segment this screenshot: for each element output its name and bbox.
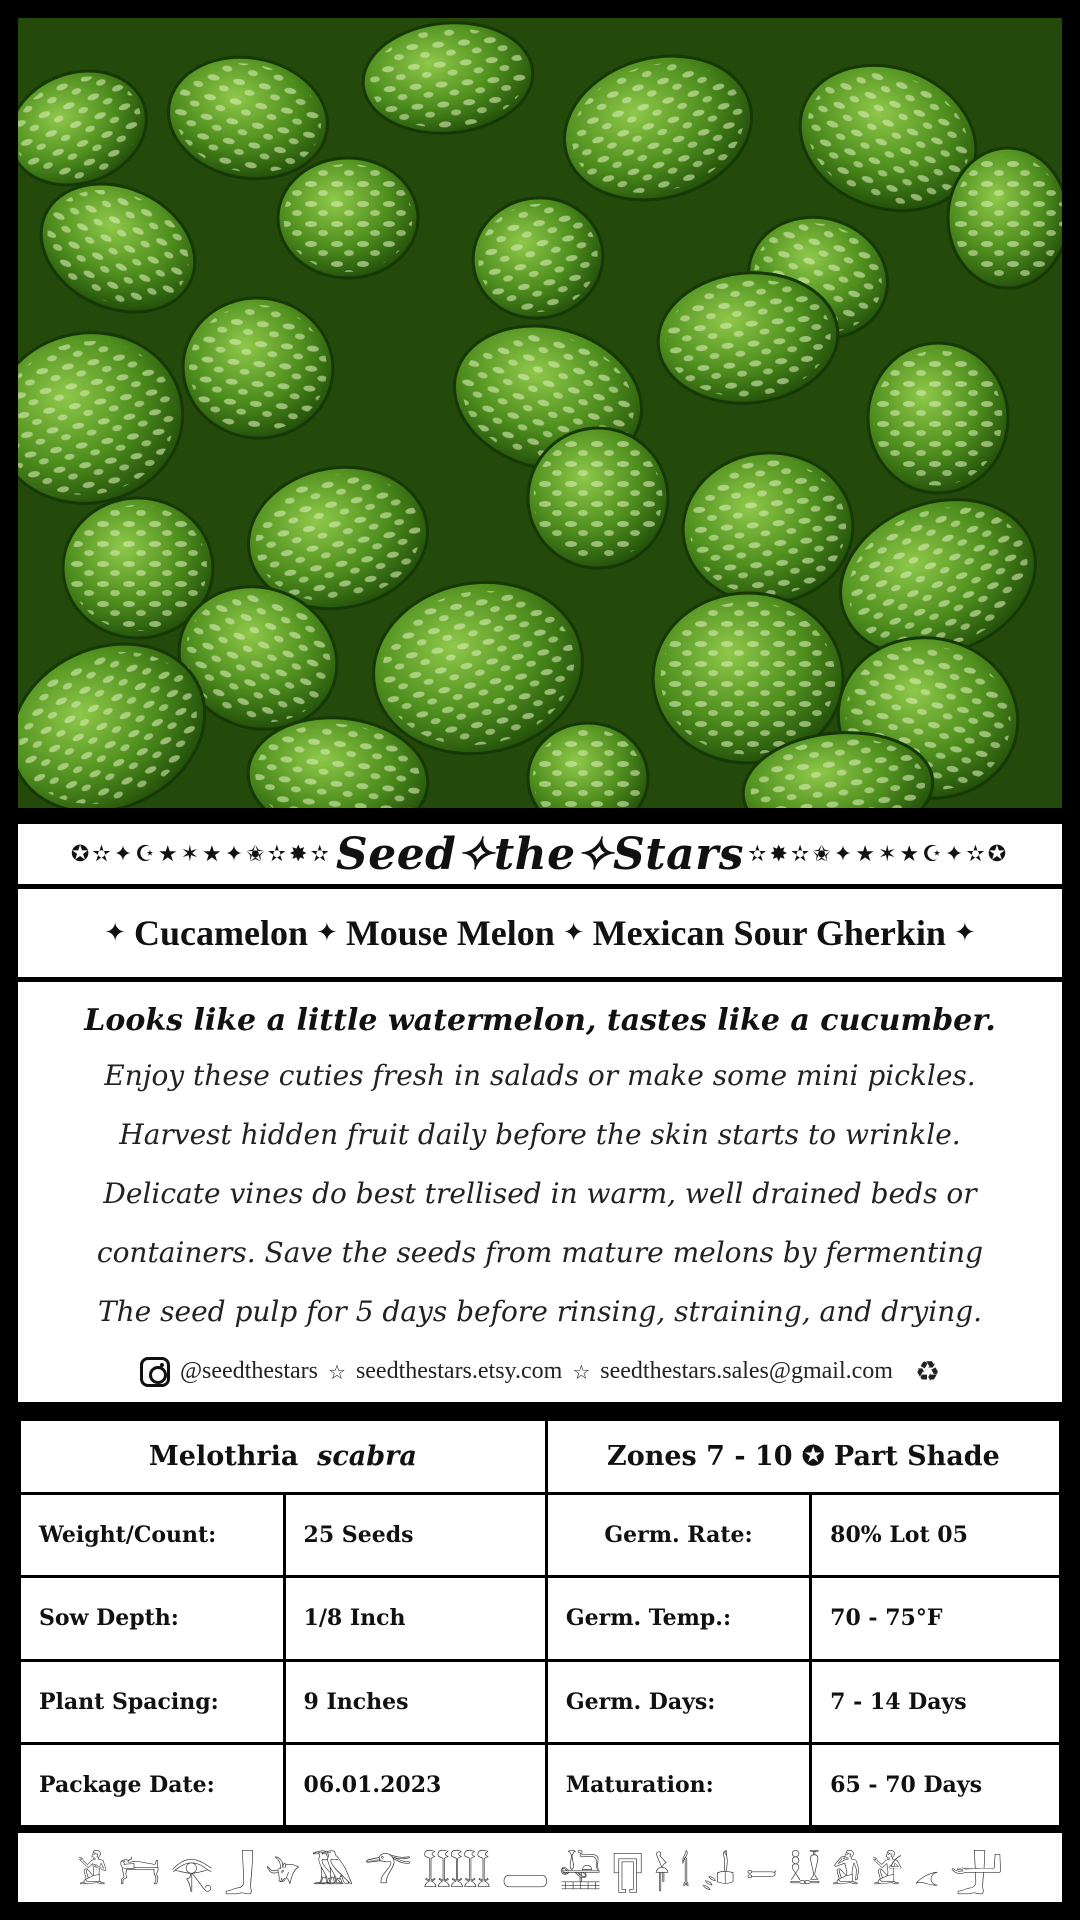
hieroglyph-border <box>18 1830 1062 1902</box>
decorative-stars-left: ✪✫✦☪★✶★✦✬✫✸✫ <box>70 841 332 867</box>
instagram-handle[interactable]: @seedthestars <box>179 1358 318 1384</box>
table-row <box>20 1743 1061 1826</box>
email-link[interactable]: seedthestars.sales@gmail.com <box>600 1358 893 1384</box>
common-name: Mouse Melon <box>345 913 555 953</box>
table-header-row <box>20 1420 1061 1494</box>
melon-rind-pattern <box>534 435 663 561</box>
package-date-label: Package Date: <box>20 1743 285 1826</box>
contact-line <box>18 1355 1062 1388</box>
seed-info-table <box>18 1418 1062 1828</box>
description <box>18 982 1062 1402</box>
tagline: Looks like a little watermelon, tastes like a cucumber. <box>84 1003 996 1038</box>
weight-label: Weight/Count: <box>20 1494 285 1577</box>
description-line: containers. Save the seeds from mature melons by fermenting <box>96 1236 984 1269</box>
melon-rind-pattern <box>953 155 1062 281</box>
melon-rind-pattern <box>661 602 836 755</box>
package-date-value: 06.01.2023 <box>284 1743 546 1826</box>
cucamelon-photo <box>18 18 1062 808</box>
germ-rate-label: Germ. Rate: <box>546 1494 810 1577</box>
description-line: The seed pulp for 5 days before rinsing, straining, and drying. <box>97 1295 983 1328</box>
common-names <box>18 886 1062 980</box>
zones-shade: Zones 7 - 10 ✪ Part Shade <box>546 1420 1060 1494</box>
genus: Melothria <box>148 1441 299 1472</box>
botanical-name <box>20 1420 547 1494</box>
table-row <box>20 1494 1061 1577</box>
star-separator-icon: ✦ <box>953 918 976 948</box>
table-row <box>20 1660 1061 1743</box>
brand-banner <box>18 824 1062 884</box>
star-separator-icon: ✦ <box>562 918 585 948</box>
hieroglyph-border-glyphs: 𓀀 𓁀 𓂀 𓃀 𓄀 𓅀 𓆀 𓇀 𓈀 𓉀 𓊀 𓋀 𓌀 𓍀 𓎀 𓏀 𓀁 𓁁 𓂁 𓃁 <box>77 1852 1003 1893</box>
description-line: Harvest hidden fruit daily before the skin starts to wrinkle. <box>119 1118 961 1151</box>
species: scabra <box>317 1441 417 1472</box>
melon-rind-pattern <box>69 505 207 631</box>
maturation-value: 65 - 70 Days <box>811 1743 1061 1826</box>
description-line: Delicate vines do best trellised in warm, well drained beds or <box>103 1177 977 1210</box>
brand-title: Seed✧the✧Stars <box>335 828 745 880</box>
common-name: Cucamelon <box>134 913 309 953</box>
germ-rate-value: 80% Lot 05 <box>811 1494 1061 1577</box>
germ-temp-label: Germ. Temp.: <box>546 1577 810 1660</box>
plant-spacing-value: 9 Inches <box>284 1660 546 1743</box>
weight-value: 25 Seeds <box>284 1494 546 1577</box>
instagram-icon <box>140 1357 170 1387</box>
sow-depth-label: Sow Depth: <box>20 1577 285 1660</box>
sow-depth-value: 1/8 Inch <box>284 1577 546 1660</box>
maturation-label: Maturation: <box>546 1743 810 1826</box>
germ-days-value: 7 - 14 Days <box>811 1660 1061 1743</box>
plant-spacing-label: Plant Spacing: <box>20 1660 285 1743</box>
germ-temp-value: 70 - 75°F <box>811 1577 1061 1660</box>
germ-days-label: Germ. Days: <box>546 1660 810 1743</box>
decorative-stars-right: ✫✸✫✬✦★✶★☪✦✫✪ <box>748 841 1010 867</box>
common-name: Mexican Sour Gherkin <box>592 913 946 953</box>
melon-rind-pattern <box>874 351 1003 486</box>
star-outline-icon: ☆ <box>328 1359 346 1384</box>
etsy-link[interactable]: seedthestars.etsy.com <box>355 1358 563 1384</box>
table-row <box>20 1577 1061 1660</box>
recycle-icon: ♻ <box>914 1355 941 1388</box>
melon-rind-pattern <box>284 164 413 272</box>
product-photo <box>18 18 1062 808</box>
star-separator-icon: ✦ <box>104 918 127 948</box>
description-line: Enjoy these cuties fresh in salads or make some mini pickles. <box>104 1059 976 1092</box>
star-separator-icon: ✦ <box>316 918 338 948</box>
star-outline-icon: ☆ <box>572 1359 591 1384</box>
